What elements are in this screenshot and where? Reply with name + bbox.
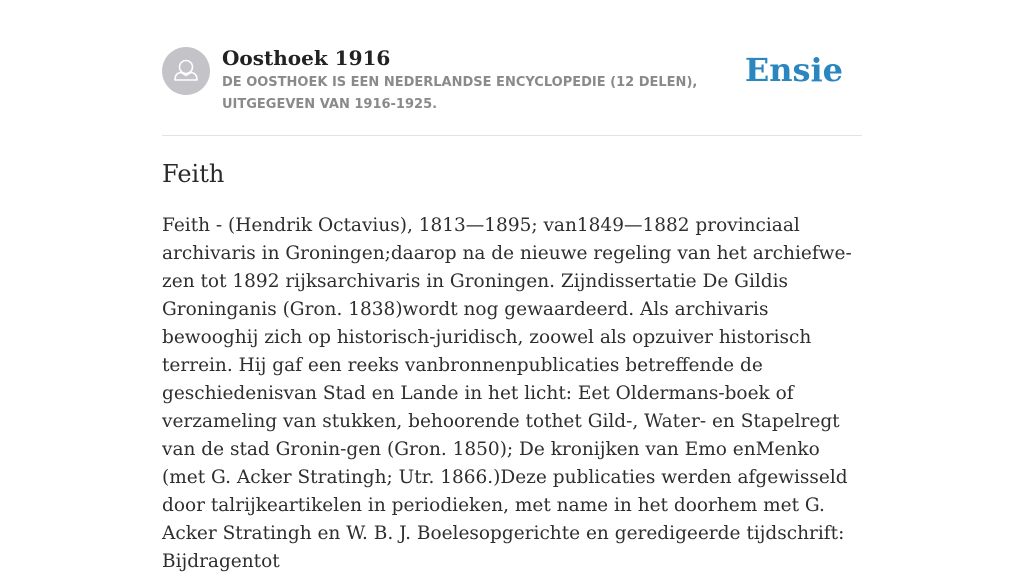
source-title[interactable]: Oosthoek 1916 [222, 46, 391, 70]
avatar[interactable] [162, 47, 210, 95]
article-title: Feith [162, 160, 225, 188]
user-icon [162, 47, 210, 95]
source-description: DE OOSTHOEK IS EEN NEDERLANDSE ENCYCLOPEDIE (12 DELEN), UITGEGEVEN VAN 1916-1925. [222, 75, 698, 112]
article-body: Feith - (Hendrik Octavius), 1813—1895; van1849—1882 provinciaal archivaris in Groningen;daarop na de nieuwe regeling van het archiefwe-zen tot 1892 rijksarchivaris in Groningen. Zijndissertatie De Gildis Groninganis (Gron. 1838)wordt nog gewaardeerd. Als archivaris bewooghij zich op historisch-juridisch, zoowel als opzuiver historisch terrein. Hij gaf een reeks vanbronnenpublicaties betreffende de geschiedenisvan Stad en Lande in het licht: Eet Oldermans-boek of verzameling van stukken, behoorende tothet Gild-, Water- en Stapelregt van de stad Gronin-gen (Gron. 1850); De kronijken van Emo enMenko (met G. Acker Stratingh; Utr. 1866.)Deze publicaties werden afgewisseld door talrijkeartikelen in periodieken, met name in het doorhem met G. Acker Stratingh en W. B. J. Boelesopgerichte en geredigeerde tijdschrift: Bijdragentot [162, 215, 852, 572]
brand-logo[interactable]: Ensie [744, 51, 843, 89]
source-header [162, 46, 862, 136]
header-divider [162, 135, 862, 136]
